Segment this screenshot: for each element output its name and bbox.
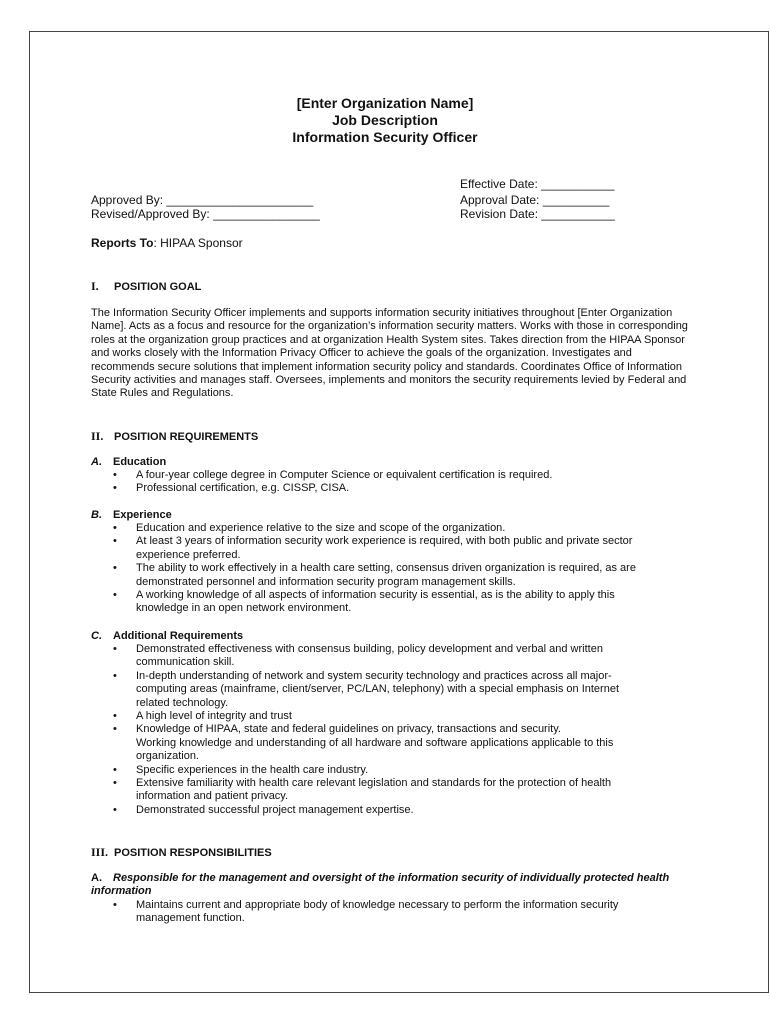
list-item: • Maintains current and appropriate body of knowledge necessary to perform the information security management function. [113, 899, 619, 925]
subsection-additional [91, 630, 243, 643]
section-heading-responsibilities [91, 845, 272, 860]
section-title: POSITION REQUIREMENTS [114, 431, 259, 443]
list-item: • A working knowledge of all aspects of information security is essential, as is the ability to apply this knowledge in an open network environment. [113, 589, 615, 615]
section-heading-requirements [91, 429, 258, 444]
effective-date-field: Effective Date: ___________ [460, 177, 615, 191]
subsection-letter: B. [91, 509, 102, 521]
responsibility-title: Responsible for the management and oversight of the information security of individually protected health information [91, 872, 670, 898]
subsection-education [91, 456, 166, 469]
list-item: • Extensive familiarity with health care relevant legislation and standards for the protection of health information and patient privacy. [113, 777, 612, 803]
section-title: POSITION RESPONSIBILITIES [114, 847, 272, 859]
subsection-letter: A. [91, 872, 102, 884]
responsibility-a-list [113, 899, 653, 926]
list-item: • A four-year college degree in Computer Science or equivalent certification is required. [113, 469, 553, 481]
reports-to-value: : HIPAA Sponsor [153, 236, 243, 250]
section-title: POSITION GOAL [114, 281, 202, 293]
education-list [113, 469, 653, 496]
revised-by-field: Revised/Approved By: ________________ [91, 207, 320, 221]
subsection-title: Education [113, 456, 167, 468]
section-heading-goal [91, 279, 201, 294]
approved-by-field: Approved By: ______________________ [91, 193, 314, 207]
doc-type-title: Job Description [332, 112, 438, 128]
reports-to-label: Reports To [91, 236, 154, 250]
subsection-title: Additional Requirements [113, 630, 244, 642]
position-goal-text: The Information Security Officer implements and supports information security initiatives throughout [Enter Organization Name]. Acts as a focus and resource for the organization’s information security matters. Works with those in corresponding roles at the organization group practices and at organization Health System sites. Takes direction from the HIPAA Sponsor and works closely with the Information Privacy Officer to achieve the goals of the organization. Investigates and recommends secure solutions that implement information security policy and standards. Coordinates Office of Information Security activities and manages staff. Oversees, implements and monitors the security requirements levied by Federal and State Rules and Regulations. [91, 307, 688, 400]
list-item: • A high level of integrity and trust [113, 710, 292, 723]
subsection-letter: C. [91, 630, 102, 642]
list-item: • Specific experiences in the health care industry. [113, 763, 369, 776]
org-name-title: [Enter Organization Name] [296, 95, 474, 111]
list-item: Working knowledge and understanding of all hardware and software applications applicable to this organization. [136, 736, 614, 763]
subsection-letter: A. [91, 456, 102, 468]
position-title: Information Security Officer [292, 129, 478, 145]
section-numeral: III. [91, 845, 109, 859]
section-numeral: II. [91, 429, 104, 443]
list-item: • At least 3 years of information security work experience is required, with both public and private sector experience preferred. [113, 535, 633, 561]
list-item: • Demonstrated successful project management expertise. [113, 803, 414, 816]
list-item: • In-depth understanding of network and system security technology and practices across all major-computing areas (mainframe, client/server, PC/LAN, telephony) with a special emphasis on Internet related technology. [113, 669, 620, 709]
list-item: • Knowledge of HIPAA, state and federal guidelines on privacy, transactions and security. [113, 723, 561, 736]
responsibility-a [91, 872, 691, 899]
subsection-title: Experience [113, 509, 172, 521]
list-item: • Professional certification, e.g. CISSP, CISA. [113, 482, 350, 495]
approval-date-field: Approval Date: __________ [460, 193, 610, 207]
list-item: • The ability to work effectively in a health care setting, consensus driven organization is required, as are demonstrated personnel and information security program management skills. [113, 562, 636, 588]
section-numeral: I. [91, 279, 99, 293]
experience-list [113, 522, 653, 616]
revision-date-field: Revision Date: ___________ [460, 207, 615, 221]
list-item: • Education and experience relative to the size and scope of the organization. [113, 522, 506, 534]
reports-to [91, 236, 243, 251]
additional-list [113, 643, 653, 817]
subsection-experience [91, 509, 172, 522]
list-item: • Demonstrated effectiveness with consensus building, policy development and verbal and written communication skill. [113, 643, 603, 669]
